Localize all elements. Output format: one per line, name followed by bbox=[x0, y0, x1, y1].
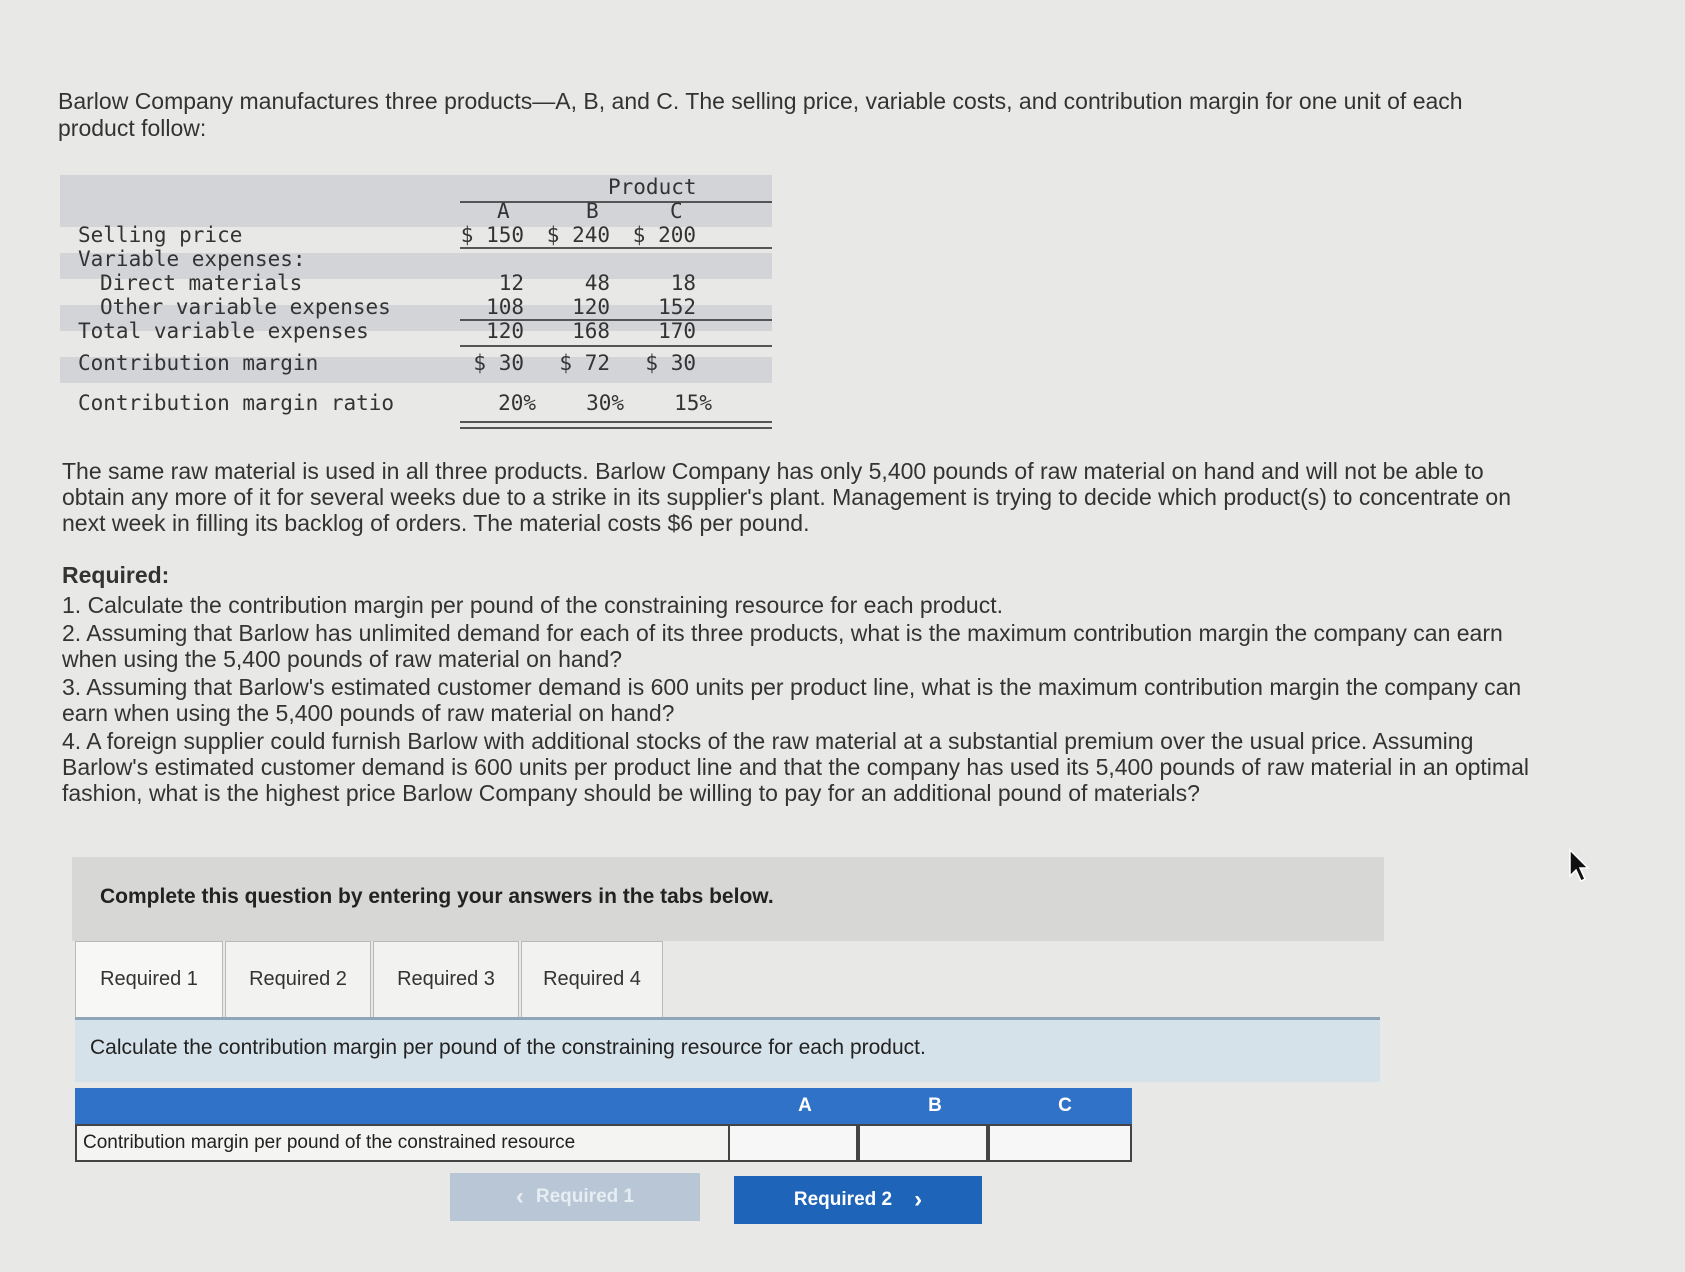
table-row bbox=[60, 391, 772, 417]
instruction-banner bbox=[72, 857, 1384, 941]
problem-paragraph: The same raw material is used in all three products. Barlow Company has only 5,400 pounds of raw material on hand and will not be able to obtain any more of it for several weeks due to a strike in its supplier's plant. Management is trying to decide which product(s) to concentrate on next week in filling its backlog of orders. The material costs $6 per pound. bbox=[62, 458, 1512, 536]
tab-required-4[interactable]: Required 4 bbox=[521, 941, 663, 1017]
required-item: 4. A foreign supplier could furnish Barlow with additional stocks of the raw material at a substantial premium over the usual price. Assuming Barlow's estimated customer demand is 600 units per product line and that the company has used its 5,400 pounds of raw material in an optimal fashion, what is the highest price Barlow Company should be willing to pay for an additional pound of materials? bbox=[62, 728, 1529, 806]
cell-b: $ 240 bbox=[546, 223, 610, 247]
table-row bbox=[60, 271, 772, 297]
cell-c: 18 bbox=[670, 271, 696, 295]
column-b-header: B bbox=[586, 199, 599, 223]
chevron-right-icon: › bbox=[914, 1186, 923, 1213]
cell-c: 152 bbox=[658, 295, 696, 319]
previous-button-label: Required 1 bbox=[535, 1186, 635, 1207]
table-row bbox=[60, 351, 772, 377]
row-label: Selling price bbox=[78, 223, 243, 247]
answer-table bbox=[75, 1088, 1132, 1162]
product-header: Product bbox=[608, 175, 697, 199]
cell-b: 168 bbox=[572, 319, 610, 343]
row-label: Contribution margin ratio bbox=[78, 391, 395, 415]
row-rule bbox=[460, 345, 772, 347]
cell-c: $ 200 bbox=[632, 223, 696, 247]
previous-button[interactable] bbox=[450, 1173, 700, 1221]
row-label: Variable expenses: bbox=[78, 247, 306, 271]
row-label: Direct materials bbox=[100, 271, 303, 295]
tab-required-1[interactable]: Required 1 bbox=[75, 941, 223, 1017]
row-label: Total variable expenses bbox=[78, 319, 369, 343]
row-label: Contribution margin bbox=[78, 351, 319, 375]
table-row bbox=[60, 319, 772, 345]
intro-text: Barlow Company manufactures three products—A, B, and C. The selling price, variable costs, and contribution margin for one unit of each product follow: bbox=[58, 88, 1463, 141]
column-c-header: C bbox=[670, 199, 683, 223]
cell-c: $ 30 bbox=[645, 351, 696, 375]
cell-b: $ 72 bbox=[559, 351, 610, 375]
cell-c: 15% bbox=[674, 391, 712, 415]
cell-a: 120 bbox=[486, 319, 524, 343]
next-button-label: Required 2 bbox=[793, 1189, 893, 1210]
required-section bbox=[62, 562, 1552, 808]
cell-b: 120 bbox=[572, 295, 610, 319]
answer-column-a: A bbox=[798, 1095, 812, 1116]
mouse-cursor-icon bbox=[1567, 848, 1593, 884]
required-item: 2. Assuming that Barlow has unlimited demand for each of its three products, what is the maximum contribution margin the company can earn when using the 5,400 pounds of raw material on hand? bbox=[62, 620, 1503, 672]
next-button[interactable] bbox=[734, 1176, 982, 1224]
table-row bbox=[60, 295, 772, 321]
answer-input-b[interactable] bbox=[858, 1124, 988, 1162]
cell-c: 170 bbox=[658, 319, 696, 343]
double-rule bbox=[460, 421, 772, 429]
instruction-text: Complete this question by entering your answers in the tabs below. bbox=[100, 885, 774, 908]
table-row bbox=[60, 247, 772, 273]
prompt-text: Calculate the contribution margin per pound of the constraining resource for each product. bbox=[90, 1036, 926, 1059]
table-group-header bbox=[60, 175, 772, 201]
cell-a: $ 30 bbox=[473, 351, 524, 375]
cell-a: 108 bbox=[486, 295, 524, 319]
table-column-header bbox=[60, 199, 772, 225]
answer-input-a[interactable] bbox=[728, 1124, 858, 1162]
table-row bbox=[60, 223, 772, 249]
answer-table-header bbox=[75, 1088, 1132, 1124]
cell-a: $ 150 bbox=[460, 223, 524, 247]
tab-required-3[interactable]: Required 3 bbox=[373, 941, 519, 1017]
required-item: 3. Assuming that Barlow's estimated customer demand is 600 units per product line, what is the maximum contribution margin the company can earn when using the 5,400 pounds of raw material on hand? bbox=[62, 674, 1522, 726]
tab-prompt bbox=[75, 1020, 1380, 1082]
cell-b: 48 bbox=[584, 271, 610, 295]
cell-a: 20% bbox=[498, 391, 536, 415]
column-a-header: A bbox=[497, 199, 510, 223]
answer-row-label: Contribution margin per pound of the constrained resource bbox=[83, 1132, 576, 1153]
answer-column-b: B bbox=[928, 1095, 942, 1116]
answer-column-c: C bbox=[1058, 1095, 1072, 1116]
cell-a: 12 bbox=[498, 271, 524, 295]
cell-b: 30% bbox=[586, 391, 624, 415]
row-label: Other variable expenses bbox=[100, 295, 391, 319]
tab-required-2[interactable]: Required 2 bbox=[225, 941, 371, 1017]
required-item: 1. Calculate the contribution margin per pound of the constraining resource for each product. bbox=[62, 592, 1004, 618]
answer-input-c[interactable] bbox=[988, 1124, 1132, 1162]
chevron-left-icon: ‹ bbox=[515, 1183, 524, 1210]
required-title: Required: bbox=[62, 562, 170, 588]
